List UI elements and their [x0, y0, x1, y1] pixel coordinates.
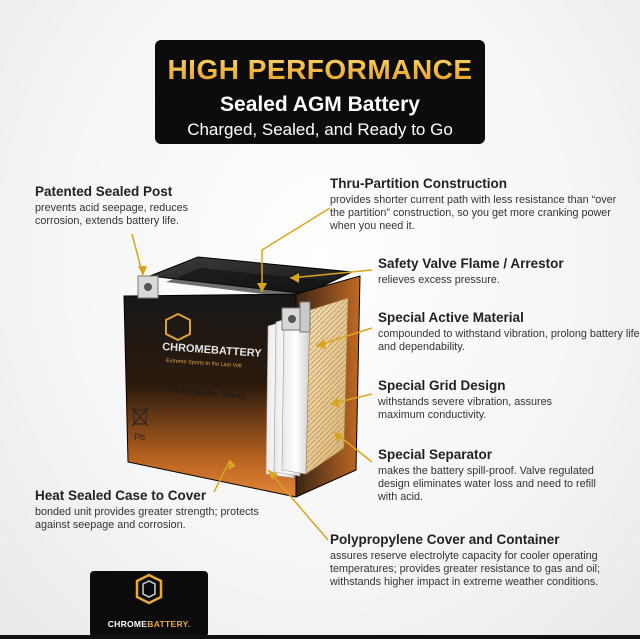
battery-terminal-left — [138, 276, 158, 298]
callout-title: Patented Sealed Post — [35, 184, 173, 199]
callout-title: Polypropylene Cover and Container — [330, 532, 560, 547]
battery-brand-label: CHROMEBATTERY — [161, 341, 262, 360]
battery-type-label: Rechargeable Battery — [167, 385, 246, 401]
callout-separator — [378, 447, 598, 504]
callout-title: Heat Sealed Case to Cover — [35, 488, 207, 503]
callout-description: bonded unit provides greater strength; protects against seepage and corrosion. — [35, 506, 259, 531]
bottom-divider — [0, 635, 640, 639]
callout-heat-sealed — [35, 488, 260, 532]
brand-logo — [90, 571, 208, 637]
callout-title: Special Active Material — [378, 310, 524, 325]
callout-title: Safety Valve Flame / Arrestor — [378, 256, 564, 271]
callout-description: withstands severe vibration, assures maximum conductivity. — [378, 396, 553, 421]
banner-subtitle: Sealed AGM Battery — [220, 93, 420, 116]
callout-description: relieves excess pressure. — [378, 274, 500, 286]
callout-description: provides shorter current path with less resistance than “over the partition” construction, so you get more cranking power when you need it. — [330, 194, 617, 232]
banner-title: HIGH PERFORMANCE — [155, 54, 485, 86]
logo-text — [90, 619, 208, 629]
callout-description: assures reserve electrolyte capacity for cooler operating temperatures; provides greater resistance to gas and oil; withstands higher impact in extreme weather conditions. — [330, 550, 601, 588]
callout-polypropylene — [330, 532, 622, 589]
callout-thru-partition — [330, 176, 630, 233]
callout-description: prevents acid seepage, reduces corrosion, extends battery life. — [35, 202, 189, 227]
callout-active-material — [378, 310, 640, 354]
callout-title: Special Separator — [378, 447, 493, 462]
callout-safety-valve — [378, 256, 618, 287]
callout-description: makes the battery spill-proof. Valve regulated design eliminates water loss and need to refill with acid. — [378, 465, 596, 503]
callout-grid-design — [378, 378, 598, 422]
banner-tagline: Charged, Sealed, and Ready to Go — [187, 120, 453, 139]
callout-patented-post — [35, 184, 205, 228]
header-banner — [155, 40, 485, 144]
callout-title: Thru-Partition Construction — [330, 176, 507, 191]
battery-pb-label: Pb — [134, 432, 146, 442]
callout-title: Special Grid Design — [378, 378, 506, 393]
logo-text-part1: CHROME — [107, 619, 148, 629]
logo-text-part2: BATTERY. — [147, 619, 191, 629]
chrome-battery-logo-icon — [90, 571, 208, 619]
callout-description: compounded to withstand vibration, prolong battery life and dependability. — [378, 328, 640, 353]
battery-slogan-label: Extreme Sports to the Last Volt — [165, 358, 242, 370]
